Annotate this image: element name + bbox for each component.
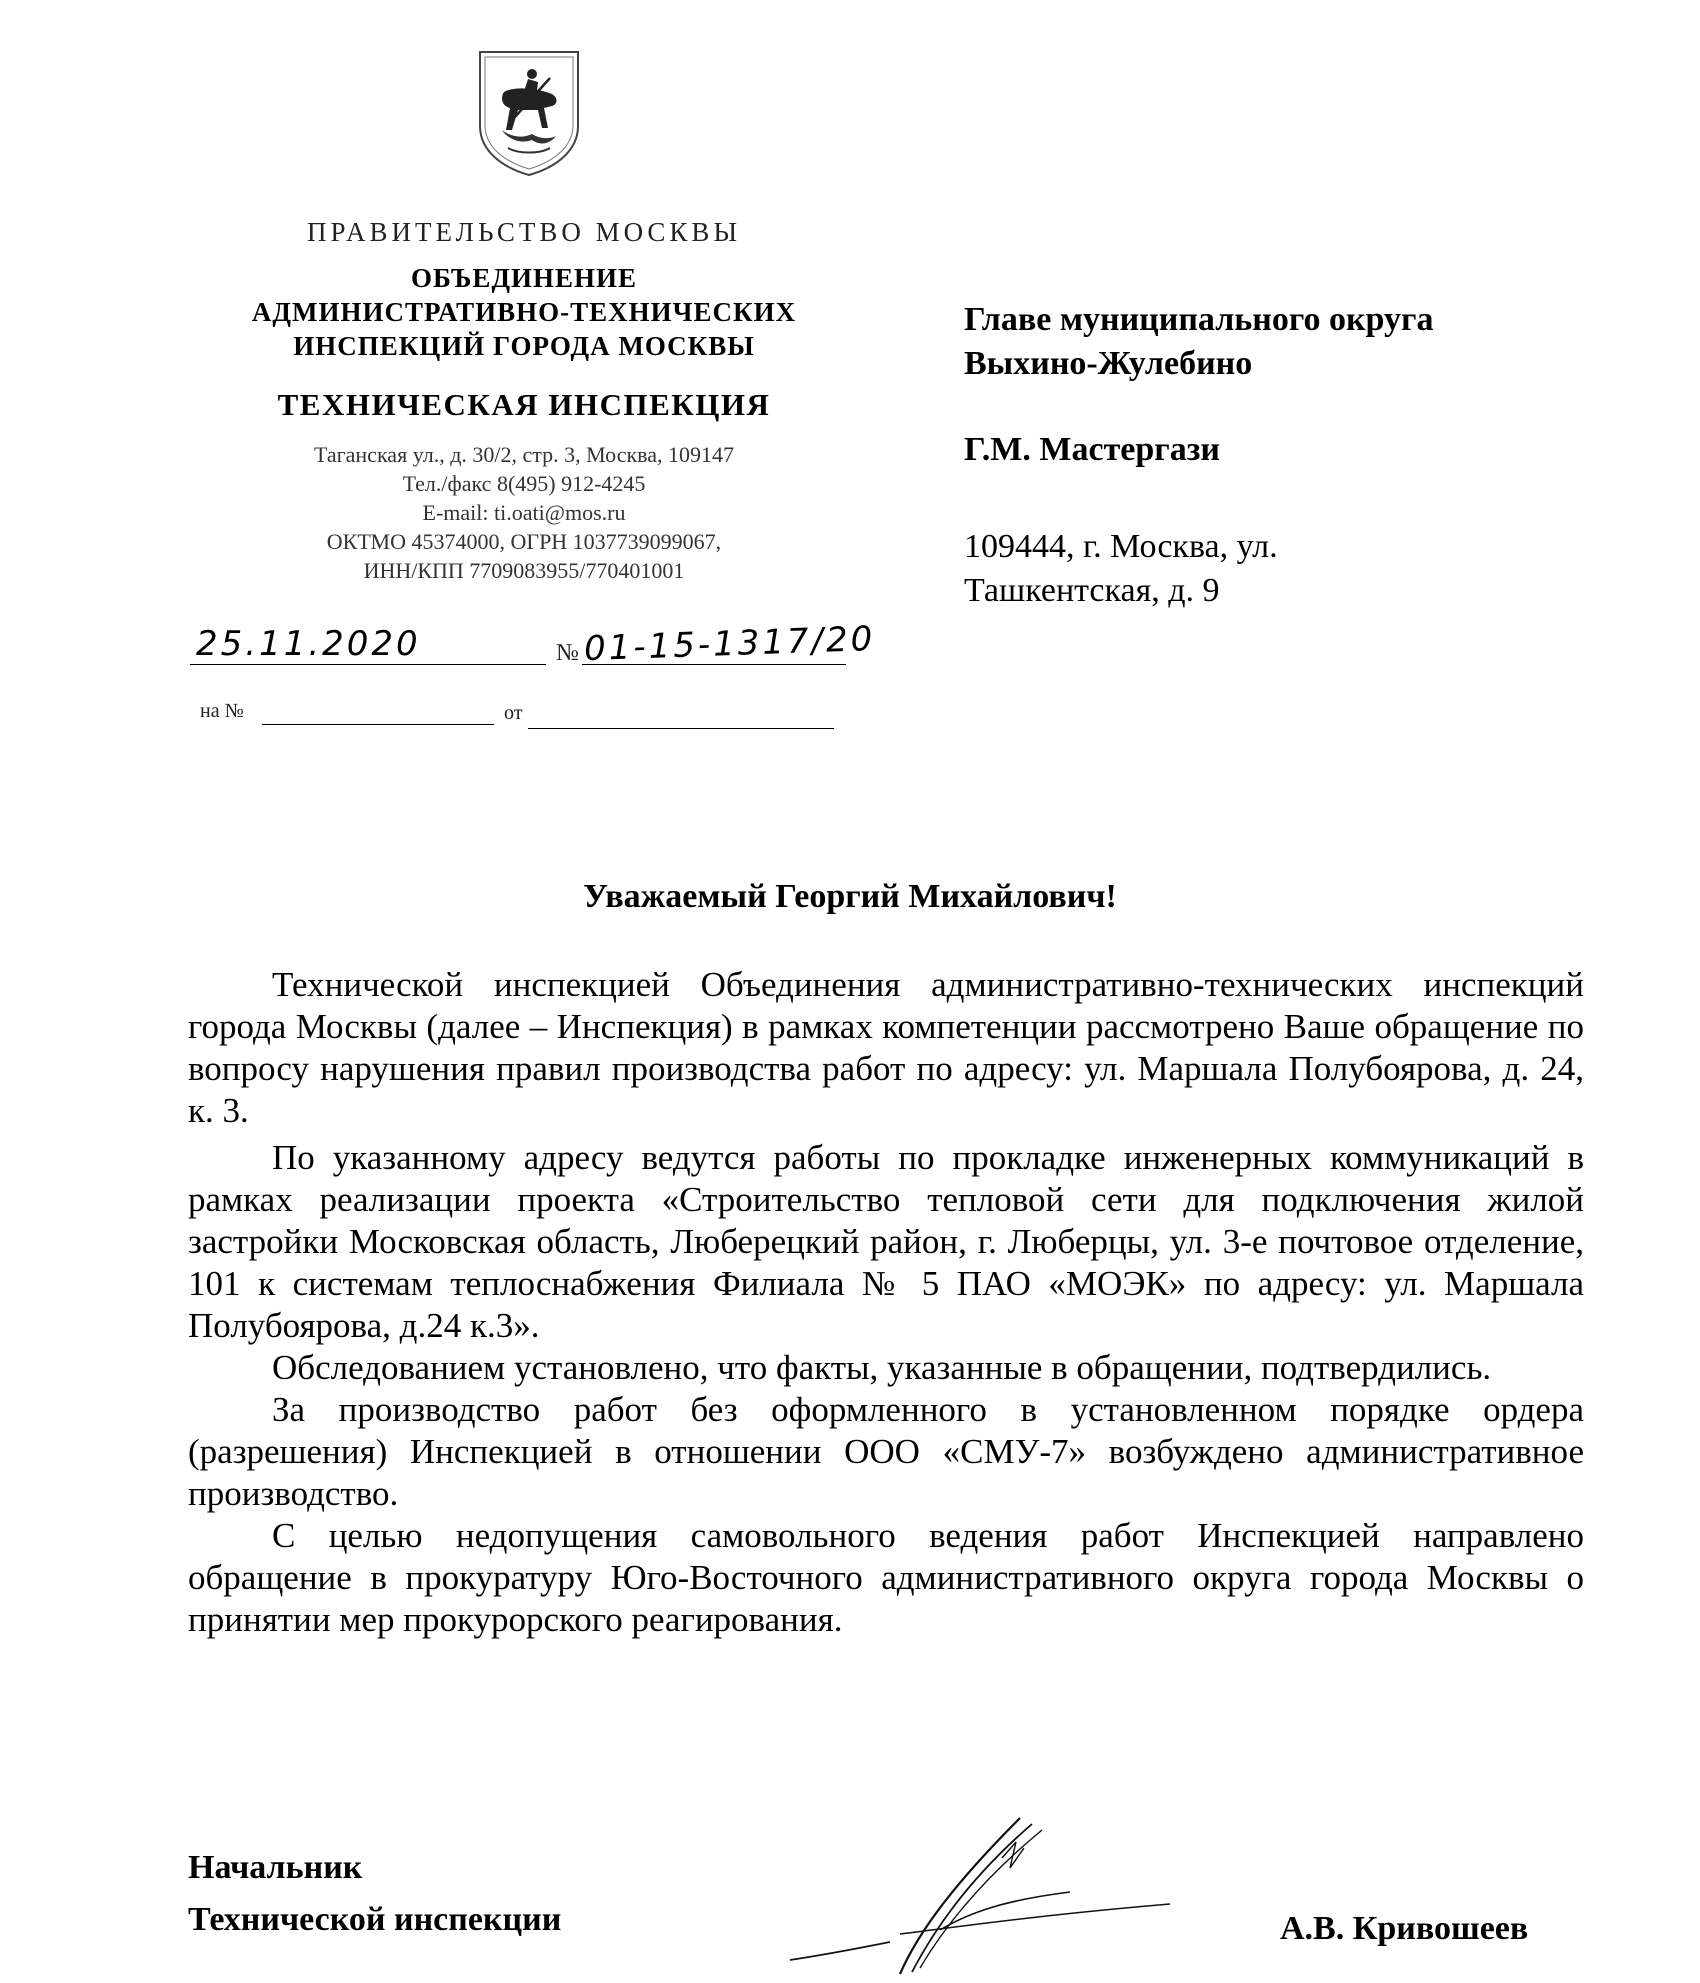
signatory-name: А.В. Кривошеев bbox=[1280, 1910, 1529, 1947]
registration-date: 25.11.2020 bbox=[196, 624, 421, 664]
contact-oktmo-ogrn: ОКТМО 45374000, ОГРН 1037739099067, bbox=[326, 529, 722, 554]
government-name: ПРАВИТЕЛЬСТВО МОСКВЫ bbox=[306, 217, 741, 247]
addressee-name: Г.М. Мастергази bbox=[964, 431, 1220, 468]
organization-line: ОБЪЕДИНЕНИЕ bbox=[410, 263, 638, 293]
body-paragraph: За производство работ без оформленного в установленном порядке ордера (разрешения) Инспекцией в отношении ООО «СМУ-7» возбуждено административное производство. bbox=[188, 1390, 1584, 1513]
salutation: Уважаемый Георгий Михайлович! bbox=[583, 878, 1117, 915]
addressee-position bbox=[964, 298, 1433, 386]
reference-from-line bbox=[528, 728, 834, 729]
letter-body bbox=[188, 964, 1584, 1641]
contact-phone: Тел./факс 8(495) 912-4245 bbox=[402, 471, 646, 496]
registration-number: 01-15-1317/20 bbox=[583, 618, 876, 670]
signatory-title-line: Начальник bbox=[188, 1849, 363, 1886]
addressee-address bbox=[964, 525, 1278, 613]
reference-number-line bbox=[262, 724, 494, 725]
department-name: ТЕХНИЧЕСКАЯ ИНСПЕКЦИЯ bbox=[277, 387, 771, 422]
number-label: № bbox=[556, 640, 579, 666]
organization-line: АДМИНИСТРАТИВНО-ТЕХНИЧЕСКИХ bbox=[251, 297, 797, 327]
reference-from-label: от bbox=[504, 702, 523, 724]
addressee-address-line: 109444, г. Москва, ул. bbox=[964, 528, 1278, 565]
contact-email: E-mail: ti.oati@mos.ru bbox=[422, 500, 626, 525]
body-paragraph: По указанному адресу ведутся работы по прокладке инженерных коммуникаций в рамках реализации проекта «Строительство тепловой сети для подключения жилой застройки Московская область, Люберецкий район, г. Люберцы, ул. 3-е почтовое отделение, 101 к системам теплоснабжения Филиала № 5 ПАО «МОЭК» по адресу: ул. Маршала Полубоярова, д.24 к.3». bbox=[188, 1138, 1584, 1345]
contact-address: Таганская ул., д. 30/2, стр. 3, Москва, 109147 bbox=[313, 442, 735, 467]
body-paragraph: С целью недопущения самовольного ведения работ Инспекцией направлено обращение в прокуратуру Юго-Восточного административного округа города Москвы о принятии мер прокурорского реагирования. bbox=[188, 1516, 1584, 1639]
contact-inn-kpp: ИНН/КПП 7709083955/770401001 bbox=[363, 558, 685, 583]
addressee-address-line: Ташкентская, д. 9 bbox=[964, 572, 1220, 609]
organization-name bbox=[196, 261, 852, 363]
handwritten-signature bbox=[770, 1808, 1190, 1978]
addressee-position-line: Главе муниципального округа bbox=[964, 301, 1434, 338]
reference-number-label: на № bbox=[200, 700, 244, 722]
moscow-coat-of-arms-emblem bbox=[474, 48, 584, 178]
signatory-title-line: Технической инспекции bbox=[188, 1901, 562, 1938]
signatory-title bbox=[188, 1842, 561, 1946]
body-paragraph: Технической инспекцией Объединения административно-технических инспекций города Москвы (далее – Инспекция) в рамках компетенции рассмотрено Ваше обращение по вопросу нарушения правил производства работ по адресу: ул. Маршала Полубоярова, д. 24, к. 3. bbox=[188, 965, 1584, 1130]
date-underline bbox=[190, 664, 546, 665]
organization-line: ИНСПЕКЦИЙ ГОРОДА МОСКВЫ bbox=[293, 331, 755, 361]
addressee-position-line: Выхино-Жулебино bbox=[964, 345, 1253, 382]
contact-details bbox=[196, 440, 852, 585]
body-paragraph: Обследованием установлено, что факты, указанные в обращении, подтвердились. bbox=[272, 1348, 1492, 1387]
number-underline bbox=[582, 664, 846, 665]
